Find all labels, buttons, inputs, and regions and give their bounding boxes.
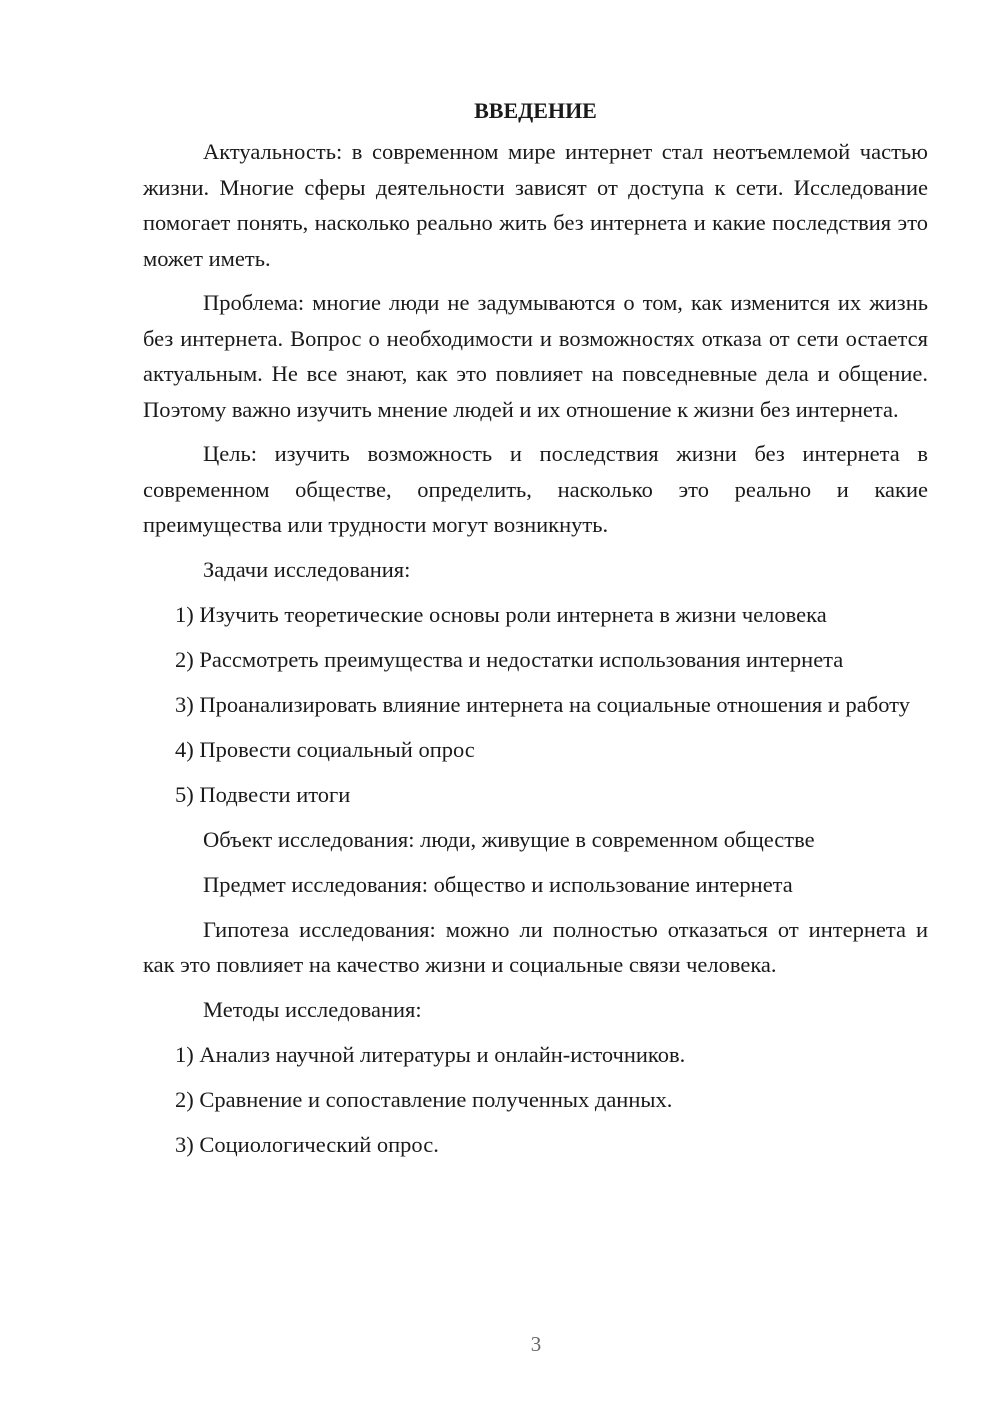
page-number: 3 — [530, 1332, 542, 1356]
relevance-paragraph: Актуальность: в современном мире интернет стал неотъемлемой частью жизни. Многие сферы деятельности зависят от доступа к сети. Исследование помогает понять, насколько реально жить без интернета и какие последствия это может иметь. — [143, 139, 928, 271]
task-item: 5) Подвести итоги — [175, 781, 351, 807]
section-title: ВВЕДЕНИЕ — [474, 98, 597, 123]
task-item: 3) Проанализировать влияние интернета на социальные отношения и работу — [175, 691, 910, 717]
page-content — [143, 94, 928, 1172]
task-item: 1) Изучить теоретические основы роли интернета в жизни человека — [175, 601, 827, 627]
method-item: 3) Социологический опрос. — [175, 1131, 439, 1157]
problem-paragraph: Проблема: многие люди не задумываются о том, как изменится их жизнь без интернета. Вопрос о необходимости и возможностях отказа от сети остается актуальным. Не все знают, как это повлияет на повседневные дела и общение. Поэтому важно изучить мнение людей и их отношение к жизни без интернета. — [143, 290, 928, 422]
method-item: 2) Сравнение и сопоставление полученных данных. — [175, 1086, 673, 1112]
hypothesis-paragraph: Гипотеза исследования: можно ли полностью отказаться от интернета и как это повлияет на качество жизни и социальные связи человека. — [143, 916, 928, 977]
task-item: 2) Рассмотреть преимущества и недостатки использования интернета — [175, 646, 844, 672]
goal-paragraph: Цель: изучить возможность и последствия жизни без интернета в современном обществе, определить, насколько это реально и какие преимущества или трудности могут возникнуть. — [143, 441, 928, 537]
methods-heading: Методы исследования: — [203, 996, 422, 1022]
method-item: 1) Анализ научной литературы и онлайн-источников. — [175, 1041, 686, 1067]
object-line: Объект исследования: люди, живущие в современном обществе — [203, 826, 815, 852]
tasks-heading: Задачи исследования: — [203, 556, 411, 582]
subject-line: Предмет исследования: общество и использование интернета — [203, 871, 793, 897]
task-item: 4) Провести социальный опрос — [175, 736, 475, 762]
